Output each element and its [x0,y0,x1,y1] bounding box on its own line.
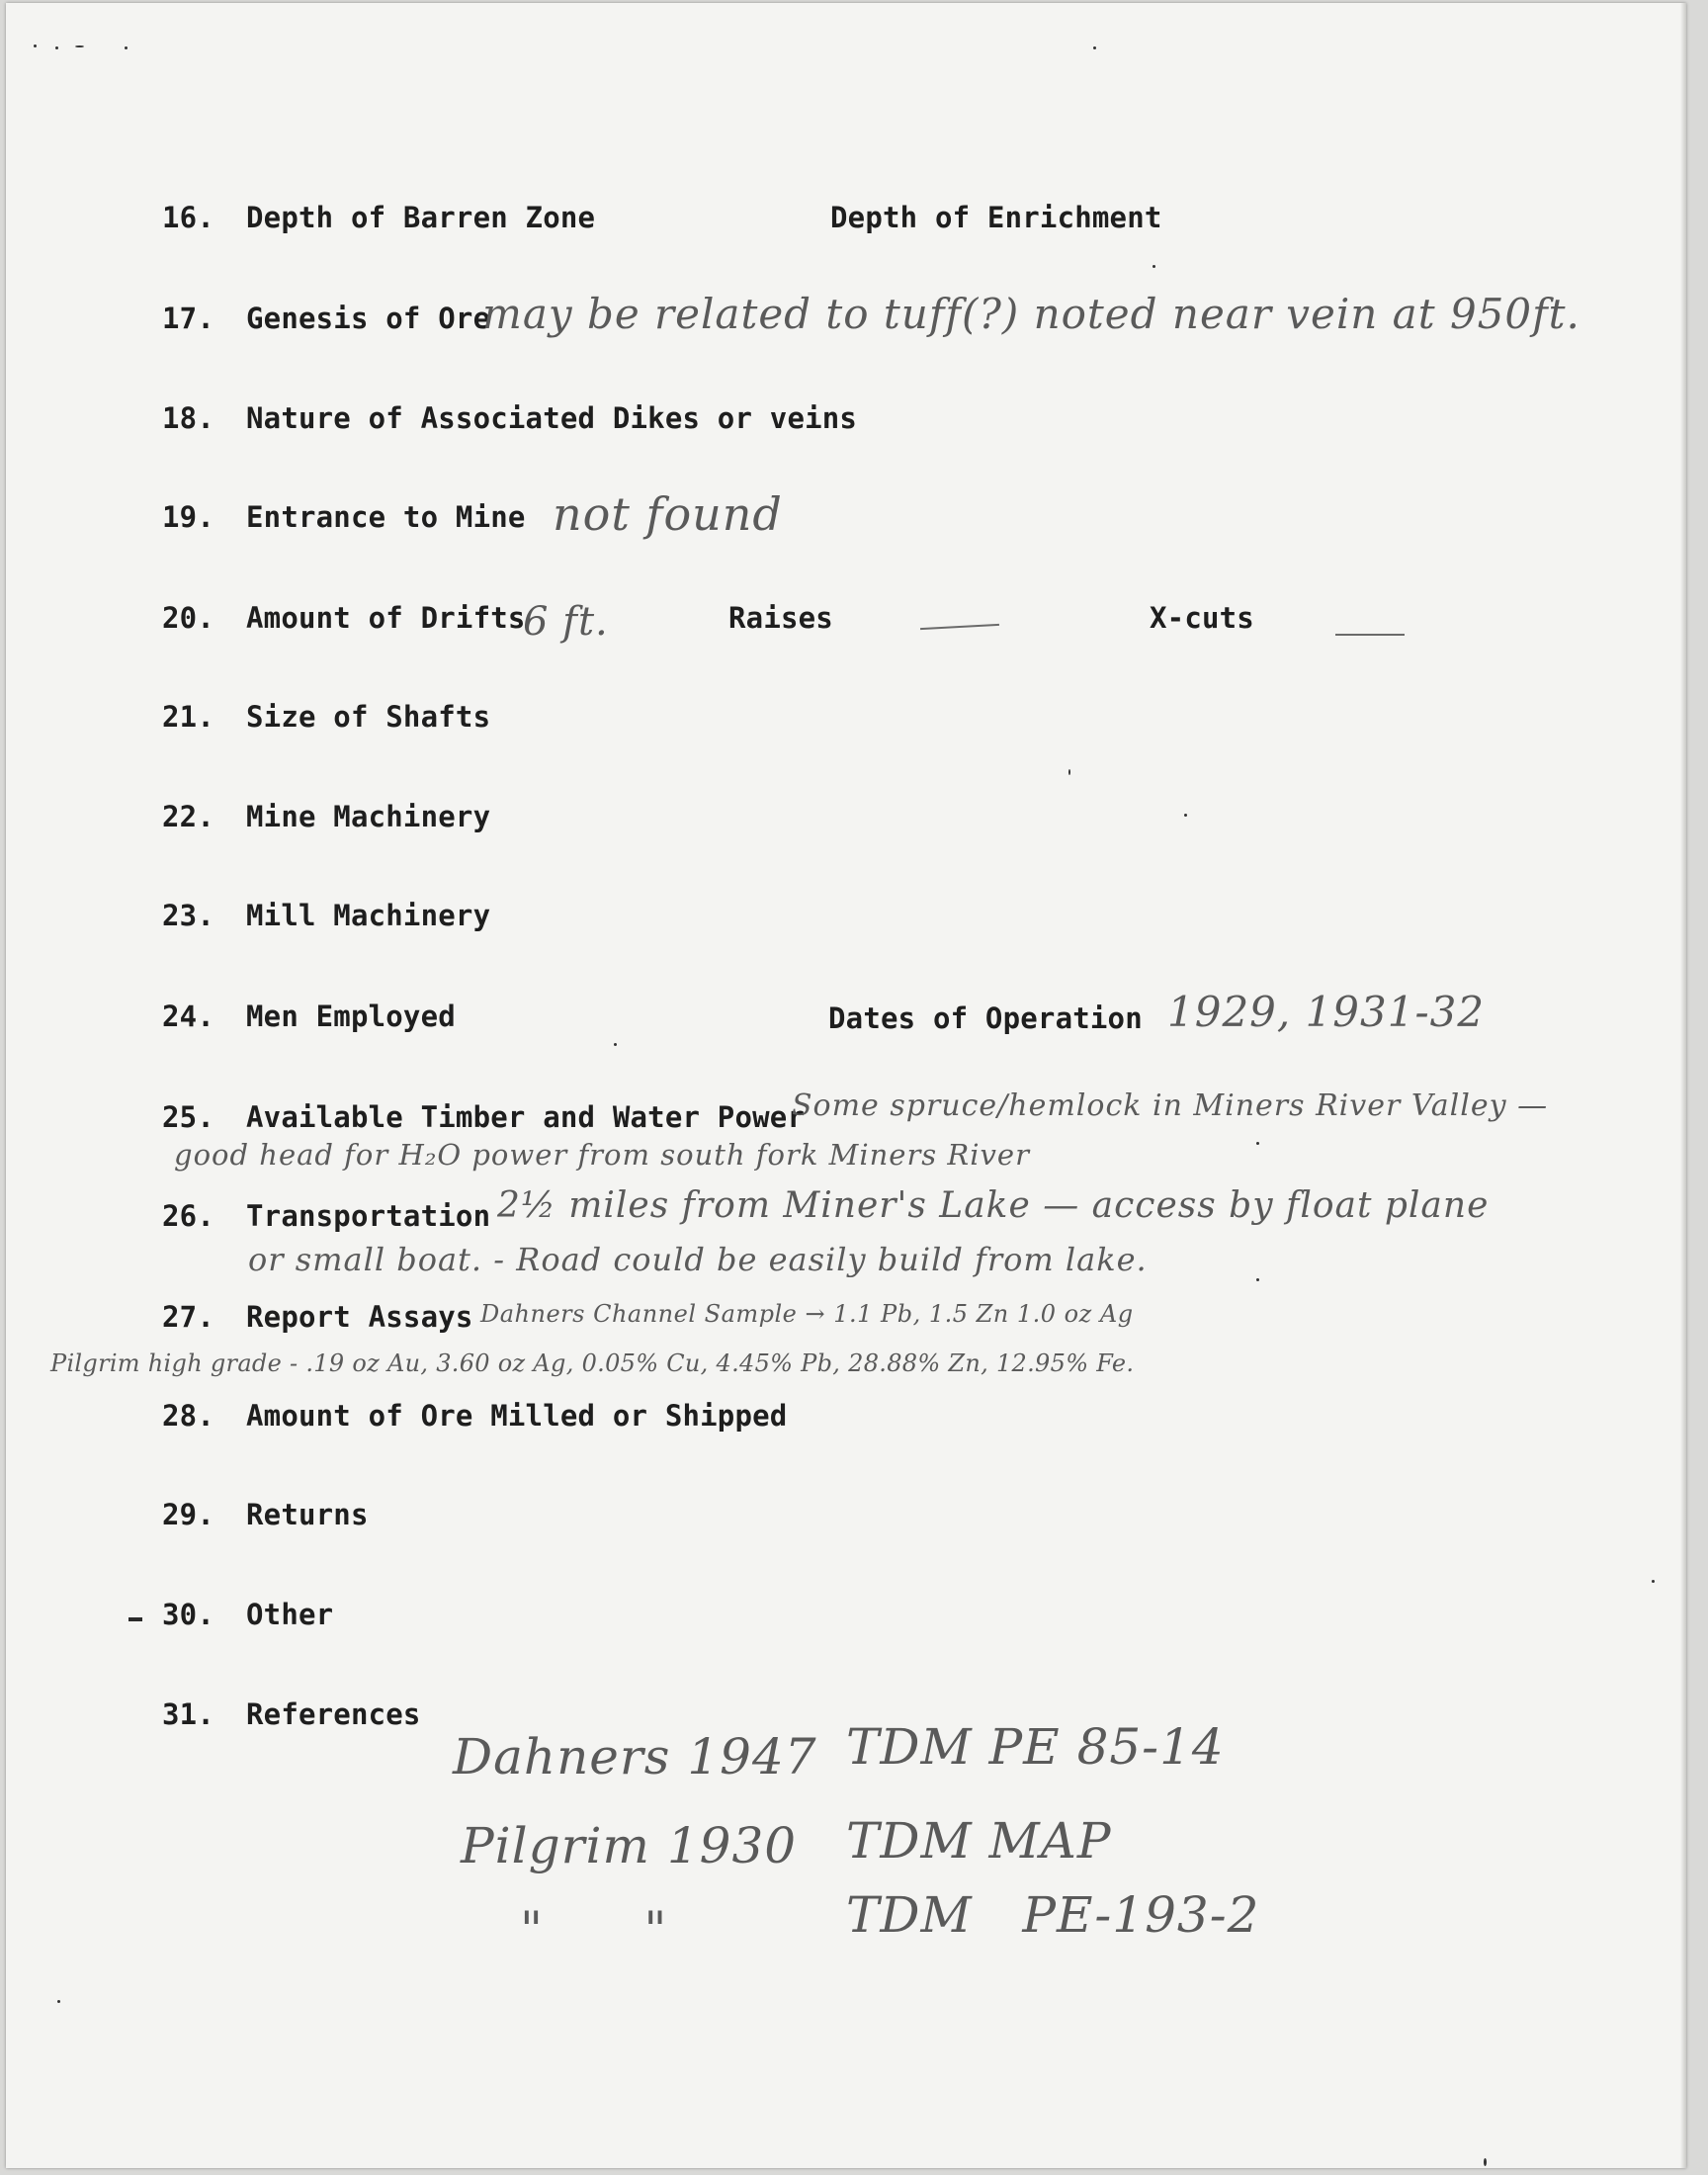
item-25-number: 25. [162,1100,214,1134]
item-20-label-2: Raises [728,601,833,635]
item-20-handwritten: 6 ft. [523,599,609,645]
item-26-number: 26. [162,1199,214,1233]
item-16-label: Depth of Barren Zone [246,201,596,234]
item-27-handwritten-2: Pilgrim high grade - .19 oz Au, 3.60 oz Ag, 0.05% Cu, 4.45% Pb, 28.88% Zn, 12.95% Fe. [50,1349,1135,1377]
item-22-label: Mine Machinery [246,800,491,833]
item-28-label: Amount of Ore Milled or Shipped [246,1399,788,1433]
item-25-handwritten-2: good head for H₂O power from south fork Miners River [174,1138,1030,1172]
item-21-number: 21. [162,700,214,734]
item-20-number: 20. [162,601,214,635]
reference-author: " " [520,1901,668,1958]
item-28-number: 28. [162,1399,214,1433]
item-24-label-2: Dates of Operation [828,1001,1143,1035]
page-edge-shadow [1680,3,1686,2168]
item-23-label: Mill Machinery [246,899,491,932]
scan-speck [125,46,128,49]
scan-speck [1256,1142,1259,1145]
item-20-label: Amount of Drifts [246,601,526,635]
item-24-handwritten: 1929, 1931-32 [1167,988,1486,1036]
scan-speck [1652,1580,1655,1583]
scan-speck [1484,2158,1487,2166]
scan-speck [1068,769,1070,775]
item-25-handwritten: Some spruce/hemlock in Miners River Valley — [792,1088,1549,1123]
document-page [6,3,1686,2168]
item-27-label: Report Assays [246,1300,473,1334]
scan-speck [75,45,84,47]
item-26-label: Transportation [246,1199,491,1233]
item-23-number: 23. [162,899,214,932]
item-25-label: Available Timber and Water Power [246,1100,806,1134]
reference-doc: TDM MAP [846,1812,1112,1870]
reference-doc: TDM PE-193-2 [846,1886,1260,1944]
scan-speck [57,2000,60,2003]
item-17-label: Genesis of Ore [246,302,491,335]
item-24-number: 24. [162,1000,214,1033]
item-16 [162,201,214,234]
reference-doc: TDM PE 85-14 [846,1718,1225,1776]
scan-speck [614,1043,617,1046]
item-24-label: Men Employed [246,1000,456,1033]
item-26-handwritten: 2½ miles from Miner's Lake — access by float plane [497,1185,1490,1226]
scan-speck [34,44,37,47]
scan-speck [55,46,58,49]
item-19-number: 19. [162,500,214,534]
item-27-number: 27. [162,1300,214,1334]
item-26-handwritten-2: or small boat. - Road could be easily build from lake. [248,1241,1148,1278]
item-30-label: Other [246,1598,334,1631]
item-19-label: Entrance to Mine [246,500,526,534]
item-31-label: References [246,1697,421,1731]
reference-author: Pilgrim 1930 [461,1817,798,1874]
item-21-label: Size of Shafts [246,700,491,734]
item-29-label: Returns [246,1498,369,1531]
scan-speck [1093,46,1096,49]
raises-dash-mark [920,624,999,630]
item-16-label-2: Depth of Enrichment [830,201,1162,234]
item-19-handwritten: not found [553,487,783,541]
item-17-number: 17. [162,302,214,335]
item-29-number: 29. [162,1498,214,1531]
item-number: 16. [162,201,214,234]
item-18-label: Nature of Associated Dikes or veins [246,401,858,435]
item-20-label-3: X-cuts [1150,601,1254,635]
reference-author: Dahners 1947 [453,1728,817,1785]
item-17-handwritten: may be related to tuff(?) noted near vein at 950ft. [482,290,1580,338]
item-27-handwritten: Dahners Channel Sample → 1.1 Pb, 1.5 Zn 1.0 oz Ag [480,1300,1134,1328]
item-31-number: 31. [162,1697,214,1731]
scan-speck [1153,265,1155,268]
scan-speck [1256,1278,1259,1281]
margin-tick-mark [128,1617,142,1621]
item-18-number: 18. [162,401,214,435]
xcuts-dash-mark [1335,634,1405,636]
scan-speck [1184,814,1187,817]
item-22-number: 22. [162,800,214,833]
item-30-number: 30. [162,1598,214,1631]
